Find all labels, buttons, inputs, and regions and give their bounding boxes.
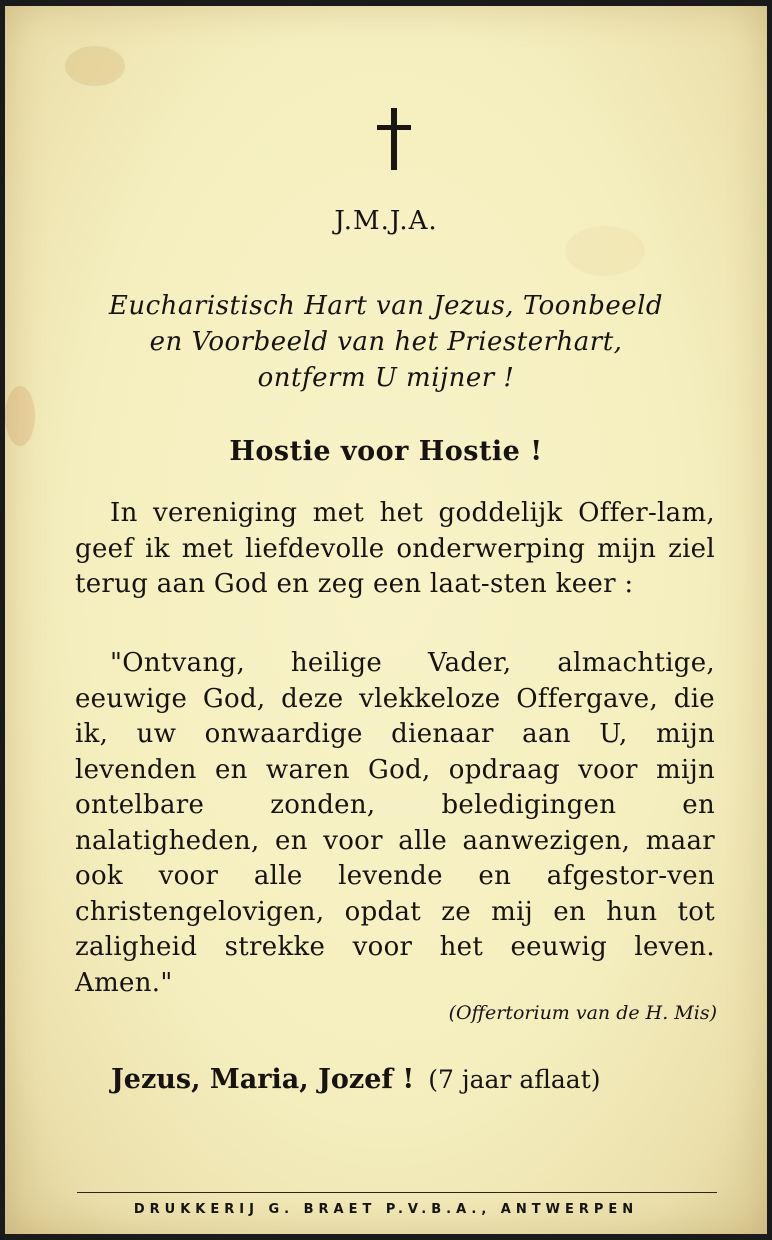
indulgence-note: (7 jaar aflaat) [428, 1065, 601, 1094]
prayer-source: (Offertorium van de H. Mis) [448, 1002, 717, 1024]
invocation-line: ontferm U mijner ! [257, 363, 515, 393]
invocation [5, 288, 767, 396]
prayer-card [5, 6, 767, 1234]
prayer-paragraph-2: "Ontvang, heilige Vader, almachtige, eeuwige God, deze vlekkeloze Offergave, die ik, uw onwaardige dienaar aan U, mijn levenden en waren God, opdraag voor mijn ontelbare zonden, beledigingen en nalatigheden, en voor alle aanwezigen, maar ook voor alle levende en afgestor-ven christengelovigen, opdat ze mij en hun tot zaligheid strekke voor het eeuwig leven. Amen." [75, 648, 715, 998]
prayer-paragraph-1: In vereniging met het goddelijk Offer-lam, geef ik met liefdevolle onderwerping mijn ziel terug aan God en zeg een laat-sten keer : [75, 498, 715, 599]
invocation-line: Eucharistisch Hart van Jezus, Toonbeeld [108, 291, 664, 321]
cross-icon [377, 108, 411, 170]
prayer-heading: Hostie voor Hostie ! [229, 436, 543, 467]
invocation-line: en Voorbeeld van het Priesterhart, [149, 327, 623, 357]
closing-invocation: Jezus, Maria, Jozef ! [111, 1064, 415, 1095]
age-stain [65, 46, 125, 86]
closing-line [111, 1064, 601, 1095]
divider [77, 1192, 717, 1193]
printer-credit: DRUKKERIJ G. BRAET P.V.B.A., ANTWERPEN [133, 1202, 639, 1217]
monogram: J.M.J.A. [334, 206, 438, 236]
